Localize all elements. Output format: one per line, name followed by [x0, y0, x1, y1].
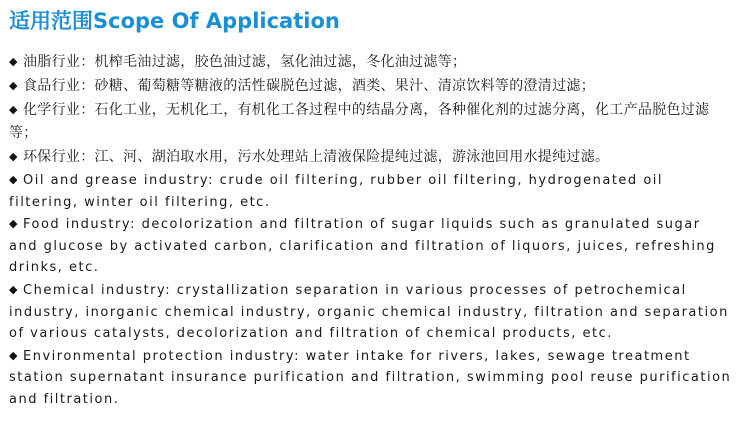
list-item-text: Environmental protection industry: water intake for rivers, lakes, sewage treatment station supernatant insurance purification and filtration, swimming pool reuse purification and filtration.: [9, 348, 732, 407]
list-item-food-en: [9, 213, 733, 279]
diamond-bullet-icon: ◆: [9, 103, 18, 116]
diamond-bullet-icon: ◆: [9, 55, 18, 68]
list-item-text: 油脂行业：机榨毛油过滤，胶色油过滤，氢化油过滤，冬化油过滤等；: [23, 54, 467, 70]
application-list: [9, 50, 733, 411]
diamond-bullet-icon: ◆: [9, 282, 19, 296]
list-item-environment-zh: [9, 145, 733, 169]
list-item-chemical-en: [9, 279, 733, 345]
list-item-text: 食品行业：砂糖、葡萄糖等糖液的活性碳脱色过滤，酒类、果汁、清凉饮料等的澄清过滤；: [23, 78, 595, 94]
list-item-food-zh: [9, 74, 733, 98]
list-item-chemical-zh: [9, 98, 733, 145]
list-item-text: Chemical industry: crystallization separation in various processes of petrochemical industry, inorganic chemical industry, organic chemical industry, filtration and separation of various catalysts, decolorization and filtration of chemical products, etc.: [9, 282, 729, 342]
diamond-bullet-icon: ◆: [9, 217, 19, 231]
list-item-oil-zh: [9, 50, 733, 74]
list-item-text: Oil and grease industry: crude oil filtering, rubber oil filtering, hydrogenated oil filtering, winter oil filtering, etc.: [9, 173, 663, 210]
diamond-bullet-icon: ◆: [9, 79, 18, 92]
list-item-text: Food industry: decolorization and filtration of sugar liquids such as granulated sugar and glucose by activated carbon, clarification and filtration of liquors, juices, refreshing drinks, etc.: [9, 217, 716, 276]
diamond-bullet-icon: ◆: [9, 150, 18, 163]
page-title: 适用范围Scope Of Application: [9, 9, 340, 33]
diamond-bullet-icon: ◆: [9, 173, 19, 186]
list-item-environment-en: [9, 345, 733, 411]
list-item-text: 环保行业：江、河、湖泊取水用，污水处理站上清液保险提纯过滤，游泳池回用水提纯过滤。: [23, 149, 610, 165]
diamond-bullet-icon: ◆: [9, 348, 19, 362]
list-item-text: 化学行业：石化工业，无机化工，有机化工各过程中的结晶分离，各种催化剂的过滤分离，化工产品脱色过滤等；: [9, 102, 710, 141]
list-item-oil-en: [9, 169, 733, 213]
